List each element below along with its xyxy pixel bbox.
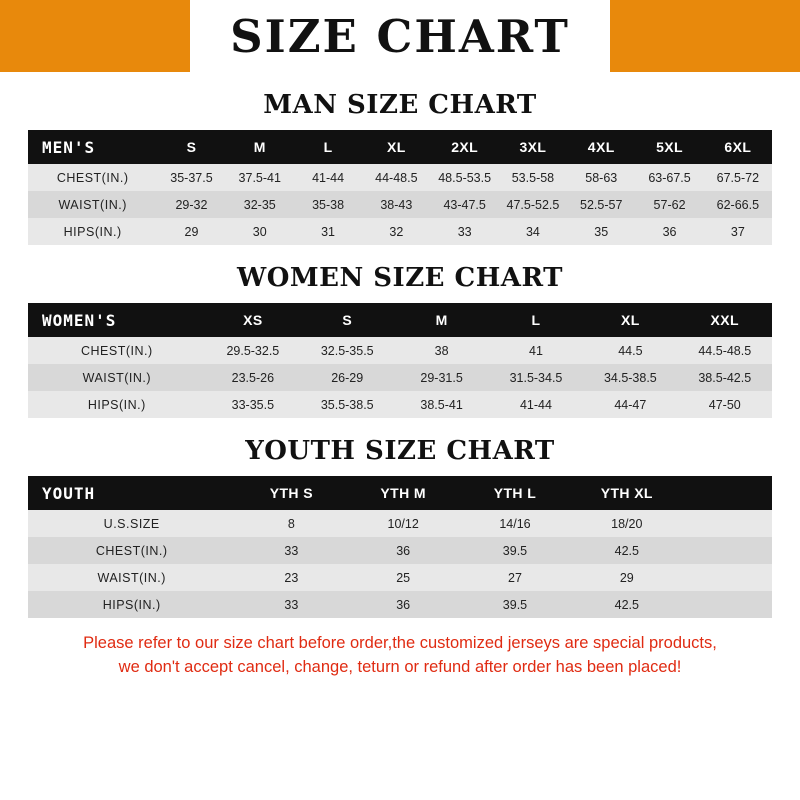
cell: 42.5 bbox=[571, 537, 683, 564]
cell: 33 bbox=[235, 537, 347, 564]
cell: 44-48.5 bbox=[362, 164, 430, 191]
men-header-3xl: 3XL bbox=[499, 130, 567, 164]
cell: 23 bbox=[235, 564, 347, 591]
cell: 27 bbox=[459, 564, 571, 591]
cell: 31.5-34.5 bbox=[489, 364, 583, 391]
cell: 29-31.5 bbox=[394, 364, 488, 391]
cell: 67.5-72 bbox=[704, 164, 772, 191]
women-header-xs: XS bbox=[206, 303, 300, 337]
men-size-table bbox=[28, 130, 772, 245]
table-header-row bbox=[28, 303, 772, 337]
women-row-label-hips: HIPS(IN.) bbox=[28, 391, 206, 418]
cell: 35-38 bbox=[294, 191, 362, 218]
cell: 42.5 bbox=[571, 591, 683, 618]
cell: 26-29 bbox=[300, 364, 394, 391]
cell: 43-47.5 bbox=[431, 191, 499, 218]
men-table-head bbox=[28, 130, 772, 164]
cell-spacer bbox=[683, 564, 772, 591]
cell: 32.5-35.5 bbox=[300, 337, 394, 364]
cell: 33-35.5 bbox=[206, 391, 300, 418]
men-header-4xl: 4XL bbox=[567, 130, 635, 164]
section-title-women: WOMEN SIZE CHART bbox=[237, 263, 563, 293]
women-header-s: S bbox=[300, 303, 394, 337]
men-header-6xl: 6XL bbox=[704, 130, 772, 164]
disclaimer-line-1: Please refer to our size chart before order,the customized jerseys are special products, bbox=[83, 634, 717, 652]
table-row bbox=[28, 537, 772, 564]
cell: 29.5-32.5 bbox=[206, 337, 300, 364]
cell: 35 bbox=[567, 218, 635, 245]
cell: 14/16 bbox=[459, 510, 571, 537]
cell: 18/20 bbox=[571, 510, 683, 537]
women-header-xl: XL bbox=[583, 303, 677, 337]
cell: 44-47 bbox=[583, 391, 677, 418]
table-row bbox=[28, 510, 772, 537]
cell: 36 bbox=[347, 537, 459, 564]
cell: 44.5 bbox=[583, 337, 677, 364]
youth-table-head bbox=[28, 476, 772, 510]
cell: 37 bbox=[704, 218, 772, 245]
section-title-youth: YOUTH SIZE CHART bbox=[245, 436, 555, 466]
cell: 36 bbox=[635, 218, 703, 245]
cell: 58-63 bbox=[567, 164, 635, 191]
men-header-l: L bbox=[294, 130, 362, 164]
women-header-label: WOMEN'S bbox=[28, 303, 206, 337]
men-table-body bbox=[28, 164, 772, 245]
table-header-row bbox=[28, 130, 772, 164]
cell: 36 bbox=[347, 591, 459, 618]
table-header-row bbox=[28, 476, 772, 510]
youth-row-label-hips: HIPS(IN.) bbox=[28, 591, 235, 618]
cell: 30 bbox=[226, 218, 294, 245]
table-row bbox=[28, 337, 772, 364]
cell: 29-32 bbox=[157, 191, 225, 218]
youth-header-label: YOUTH bbox=[28, 476, 235, 510]
cell: 63-67.5 bbox=[635, 164, 703, 191]
youth-table-body bbox=[28, 510, 772, 618]
cell: 38.5-42.5 bbox=[678, 364, 772, 391]
youth-size-table bbox=[28, 476, 772, 618]
men-row-label-hips: HIPS(IN.) bbox=[28, 218, 157, 245]
cell: 37.5-41 bbox=[226, 164, 294, 191]
men-header-5xl: 5XL bbox=[635, 130, 703, 164]
cell: 39.5 bbox=[459, 591, 571, 618]
content bbox=[0, 90, 800, 680]
women-row-label-waist: WAIST(IN.) bbox=[28, 364, 206, 391]
cell: 41-44 bbox=[489, 391, 583, 418]
men-row-label-chest: CHEST(IN.) bbox=[28, 164, 157, 191]
cell: 35-37.5 bbox=[157, 164, 225, 191]
women-table-head bbox=[28, 303, 772, 337]
cell: 29 bbox=[571, 564, 683, 591]
cell: 35.5-38.5 bbox=[300, 391, 394, 418]
cell: 32 bbox=[362, 218, 430, 245]
cell: 34 bbox=[499, 218, 567, 245]
youth-header-l: YTH L bbox=[459, 476, 571, 510]
youth-header-m: YTH M bbox=[347, 476, 459, 510]
cell: 62-66.5 bbox=[704, 191, 772, 218]
cell: 10/12 bbox=[347, 510, 459, 537]
women-size-table bbox=[28, 303, 772, 418]
men-header-2xl: 2XL bbox=[431, 130, 499, 164]
cell: 33 bbox=[431, 218, 499, 245]
men-header-m: M bbox=[226, 130, 294, 164]
cell: 38.5-41 bbox=[394, 391, 488, 418]
cell: 44.5-48.5 bbox=[678, 337, 772, 364]
cell: 8 bbox=[235, 510, 347, 537]
table-row bbox=[28, 591, 772, 618]
men-header-xl: XL bbox=[362, 130, 430, 164]
men-row-label-waist: WAIST(IN.) bbox=[28, 191, 157, 218]
banner bbox=[0, 0, 800, 72]
cell: 41-44 bbox=[294, 164, 362, 191]
women-header-l: L bbox=[489, 303, 583, 337]
cell: 52.5-57 bbox=[567, 191, 635, 218]
table-row bbox=[28, 164, 772, 191]
cell: 32-35 bbox=[226, 191, 294, 218]
table-row bbox=[28, 391, 772, 418]
cell: 34.5-38.5 bbox=[583, 364, 677, 391]
table-row bbox=[28, 191, 772, 218]
cell: 23.5-26 bbox=[206, 364, 300, 391]
cell: 31 bbox=[294, 218, 362, 245]
disclaimer-line-2: we don't accept cancel, change, teturn or refund after order has been placed! bbox=[118, 657, 682, 676]
cell: 39.5 bbox=[459, 537, 571, 564]
cell: 38-43 bbox=[362, 191, 430, 218]
cell: 33 bbox=[235, 591, 347, 618]
cell: 25 bbox=[347, 564, 459, 591]
youth-header-s: YTH S bbox=[235, 476, 347, 510]
section-title-men: MAN SIZE CHART bbox=[263, 90, 537, 120]
youth-row-label-us-size: U.S.SIZE bbox=[28, 510, 235, 537]
cell: 38 bbox=[394, 337, 488, 364]
table-row bbox=[28, 564, 772, 591]
youth-header-xl: YTH XL bbox=[571, 476, 683, 510]
cell: 47-50 bbox=[678, 391, 772, 418]
women-header-m: M bbox=[394, 303, 488, 337]
youth-row-label-waist: WAIST(IN.) bbox=[28, 564, 235, 591]
cell: 48.5-53.5 bbox=[431, 164, 499, 191]
cell: 57-62 bbox=[635, 191, 703, 218]
men-header-s: S bbox=[157, 130, 225, 164]
cell-spacer bbox=[683, 510, 772, 537]
men-header-label: MEN'S bbox=[28, 130, 157, 164]
cell-spacer bbox=[683, 591, 772, 618]
cell-spacer bbox=[683, 537, 772, 564]
cell: 41 bbox=[489, 337, 583, 364]
women-table-body bbox=[28, 337, 772, 418]
table-row bbox=[28, 364, 772, 391]
table-row bbox=[28, 218, 772, 245]
disclaimer-note bbox=[28, 632, 772, 680]
youth-header-spacer bbox=[683, 476, 772, 510]
banner-inner bbox=[0, 0, 800, 72]
cell: 53.5-58 bbox=[499, 164, 567, 191]
cell: 47.5-52.5 bbox=[499, 191, 567, 218]
page-title: SIZE CHART bbox=[230, 9, 570, 63]
women-header-xxl: XXL bbox=[678, 303, 772, 337]
women-row-label-chest: CHEST(IN.) bbox=[28, 337, 206, 364]
cell: 29 bbox=[157, 218, 225, 245]
youth-row-label-chest: CHEST(IN.) bbox=[28, 537, 235, 564]
